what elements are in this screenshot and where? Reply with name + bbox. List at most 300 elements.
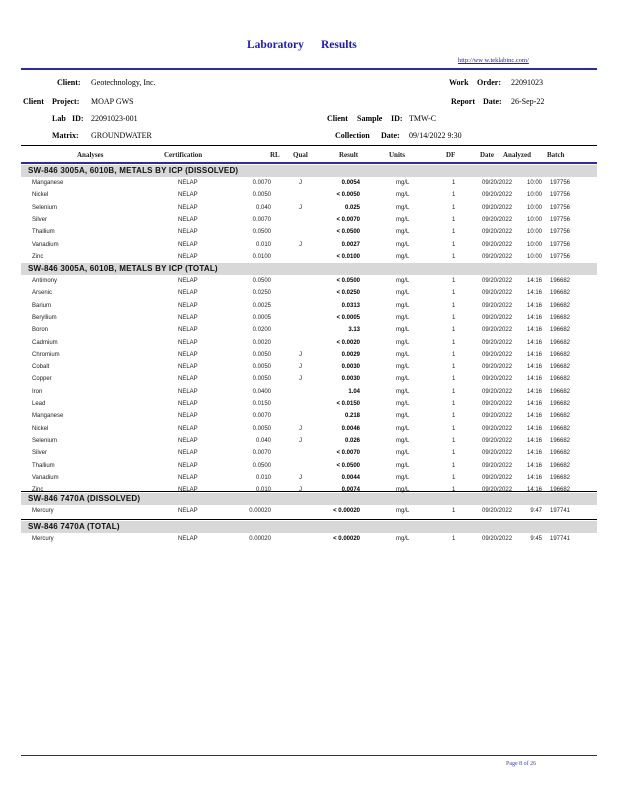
cell-batch: 196682 <box>550 278 571 284</box>
cell-analyte: Vanadium <box>32 241 59 248</box>
cell-units: mg/L <box>396 192 410 199</box>
cell-df: 1 <box>452 425 456 432</box>
cell-units: mg/L <box>396 364 410 371</box>
cell-result: < 0.0250 <box>336 290 360 297</box>
cell-analyte: Manganese <box>32 180 64 186</box>
cell-df: 1 <box>452 180 456 186</box>
cell-batch: 197756 <box>550 204 571 211</box>
cell-analyte: Nickel <box>32 192 49 199</box>
cell-batch: 197741 <box>550 536 571 542</box>
cell-time: 14:16 <box>526 376 542 383</box>
table-row <box>21 436 597 448</box>
cell-result: < 0.0070 <box>336 450 360 457</box>
report-label: Report <box>451 97 475 106</box>
cell-time: 10:00 <box>526 204 542 211</box>
cell-result: < 0.0500 <box>336 229 360 236</box>
sample-id-value: TMW-C <box>409 114 437 123</box>
cell-rl: 0.0500 <box>252 229 271 236</box>
cell-batch: 196682 <box>550 302 571 309</box>
cell-time: 14:16 <box>526 437 542 444</box>
cell-analyte: Cobalt <box>32 364 50 371</box>
cell-cert: NELAP <box>178 327 198 334</box>
cell-batch: 197756 <box>550 253 571 260</box>
cell-date: 09/20/2022 <box>482 508 513 514</box>
cell-analyte: Zinc <box>32 253 44 260</box>
cell-date: 09/20/2022 <box>482 536 513 542</box>
collection-label: Collection <box>335 131 370 140</box>
report-title-laboratory: Laboratory <box>247 39 304 51</box>
cell-analyte: Iron <box>32 388 43 395</box>
cell-time: 14:16 <box>526 413 542 420</box>
cell-rl: 0.0005 <box>252 314 271 321</box>
cell-date: 09/20/2022 <box>482 180 513 186</box>
cell-date: 09/20/2022 <box>482 241 513 248</box>
cell-analyte: Arsenic <box>32 290 53 297</box>
cell-batch: 196682 <box>550 437 571 444</box>
cell-time: 14:16 <box>526 474 542 481</box>
cell-time: 10:00 <box>526 192 542 199</box>
project-value: MOAP GWS <box>91 97 134 106</box>
cell-units: mg/L <box>396 302 410 309</box>
cell-qual: J <box>299 351 302 358</box>
work-order-value: 22091023 <box>511 78 543 87</box>
section-divider <box>21 519 597 520</box>
cell-result: 0.0054 <box>341 180 360 186</box>
cell-units: mg/L <box>396 253 410 260</box>
cell-analyte: Beryllium <box>32 314 57 321</box>
project-label: Project: <box>52 97 80 106</box>
cell-units: mg/L <box>396 474 410 481</box>
section-header <box>21 521 597 533</box>
section-title: SW-846 7470A (TOTAL) <box>28 522 120 531</box>
cell-cert: NELAP <box>178 413 198 420</box>
cell-df: 1 <box>452 462 456 469</box>
cell-batch: 196682 <box>550 351 571 358</box>
cell-result: < 0.0020 <box>336 339 360 346</box>
cell-units: mg/L <box>396 437 410 444</box>
cell-analyte: Thallium <box>32 462 55 469</box>
section-title: SW-846 3005A, 6010B, METALS BY ICP (DISSOLVED) <box>28 166 239 175</box>
cell-rl: 0.00020 <box>249 536 271 542</box>
cell-rl: 0.0025 <box>252 302 271 309</box>
cell-rl: 0.0050 <box>252 364 271 371</box>
cell-date: 09/20/2022 <box>482 437 513 444</box>
cell-units: mg/L <box>396 388 410 395</box>
cell-date: 09/20/2022 <box>482 462 513 469</box>
cell-rl: 0.0050 <box>252 425 271 432</box>
cell-rl: 0.0500 <box>252 462 271 469</box>
client-value: Geotechnology, Inc. <box>91 78 156 87</box>
cell-batch: 196682 <box>550 388 571 395</box>
client-label: Client: <box>57 78 81 87</box>
cell-date: 09/20/2022 <box>482 351 513 358</box>
col-units: Units <box>389 151 405 159</box>
cell-df: 1 <box>452 351 456 358</box>
cell-df: 1 <box>452 192 456 199</box>
cell-cert: NELAP <box>178 302 198 309</box>
cell-qual: J <box>299 241 302 248</box>
table-row <box>21 461 597 473</box>
table-row <box>21 178 597 190</box>
cell-time: 14:16 <box>526 351 542 358</box>
cell-rl: 0.0050 <box>252 192 271 199</box>
cell-cert: NELAP <box>178 401 198 407</box>
cell-units: mg/L <box>396 204 410 211</box>
cell-rl: 0.040 <box>255 204 271 211</box>
collection-date-label: Date: <box>381 131 400 140</box>
collection-date-value: 09/14/2022 9:30 <box>409 131 462 140</box>
cell-date: 09/20/2022 <box>482 229 513 236</box>
cell-result: 3.13 <box>348 327 360 334</box>
cell-batch: 196682 <box>550 327 571 334</box>
cell-time: 14:16 <box>526 278 542 284</box>
page-number: Page 8 of 26 <box>506 761 537 767</box>
cell-result: 0.0030 <box>341 376 360 383</box>
table-row <box>21 362 597 374</box>
cell-units: mg/L <box>396 241 410 248</box>
cell-df: 1 <box>452 508 456 514</box>
footer-rule <box>21 755 597 756</box>
cell-analyte: Selenium <box>32 204 58 211</box>
column-header-rule <box>21 162 597 164</box>
cell-qual: J <box>299 364 302 371</box>
cell-cert: NELAP <box>178 339 198 346</box>
cell-date: 09/20/2022 <box>482 474 513 481</box>
cell-batch: 197756 <box>550 192 571 199</box>
table-row <box>21 190 597 202</box>
cell-analyte: Copper <box>32 376 52 383</box>
table-row <box>21 203 597 215</box>
cell-cert: NELAP <box>178 216 198 223</box>
cell-result: < 0.0500 <box>336 278 360 284</box>
cell-df: 1 <box>452 401 456 407</box>
section-title: SW-846 3005A, 6010B, METALS BY ICP (TOTAL) <box>28 264 218 273</box>
cell-date: 09/20/2022 <box>482 327 513 334</box>
cell-date: 09/20/2022 <box>482 253 513 260</box>
cell-cert: NELAP <box>178 437 198 444</box>
report-date-value: 26-Sep-22 <box>511 97 545 106</box>
table-row <box>21 215 597 227</box>
cell-analyte: Mercury <box>32 508 54 514</box>
cell-time: 14:16 <box>526 302 542 309</box>
cell-batch: 197756 <box>550 216 571 223</box>
cell-units: mg/L <box>396 536 410 542</box>
section-divider <box>21 491 597 492</box>
cell-units: mg/L <box>396 376 410 383</box>
cell-result: 0.0044 <box>341 474 360 481</box>
order-label: Order: <box>477 78 501 87</box>
cell-result: 0.026 <box>344 437 360 444</box>
section-header <box>21 165 597 177</box>
cell-df: 1 <box>452 388 456 395</box>
cell-batch: 196682 <box>550 314 571 321</box>
cell-units: mg/L <box>396 314 410 321</box>
lab-id-label: ID: <box>72 114 84 123</box>
header-top-rule <box>21 68 597 70</box>
cell-analyte: Selenium <box>32 437 58 444</box>
cell-rl: 0.0050 <box>252 351 271 358</box>
table-row <box>21 473 597 485</box>
cell-df: 1 <box>452 302 456 309</box>
cell-rl: 0.0100 <box>252 253 271 260</box>
cell-df: 1 <box>452 327 456 334</box>
cell-rl: 0.0500 <box>252 278 271 284</box>
cell-batch: 197756 <box>550 180 571 186</box>
cell-df: 1 <box>452 314 456 321</box>
cell-analyte: Barium <box>32 302 52 309</box>
cell-time: 14:16 <box>526 364 542 371</box>
cell-cert: NELAP <box>178 192 198 199</box>
cell-result: 0.218 <box>344 413 360 420</box>
client-sample-label: Client <box>327 114 348 123</box>
cell-rl: 0.00020 <box>249 508 271 514</box>
table-row <box>21 325 597 337</box>
cell-analyte: Thallium <box>32 229 55 236</box>
cell-time: 9:45 <box>530 536 542 542</box>
cell-df: 1 <box>452 413 456 420</box>
cell-result: < 0.0150 <box>336 401 360 407</box>
cell-df: 1 <box>452 253 456 260</box>
cell-time: 10:00 <box>526 216 542 223</box>
cell-cert: NELAP <box>178 376 198 383</box>
cell-batch: 196682 <box>550 364 571 371</box>
cell-cert: NELAP <box>178 278 198 284</box>
cell-units: mg/L <box>396 339 410 346</box>
cell-result: 0.0027 <box>341 241 360 248</box>
cell-cert: NELAP <box>178 204 198 211</box>
matrix-label: Matrix: <box>52 131 79 140</box>
cell-result: 0.0030 <box>341 364 360 371</box>
client-side-label: Client <box>23 97 44 106</box>
cell-date: 09/20/2022 <box>482 216 513 223</box>
table-row <box>21 313 597 325</box>
cell-date: 09/20/2022 <box>482 364 513 371</box>
table-row <box>21 338 597 350</box>
cell-qual: J <box>299 376 302 383</box>
cell-result: 1.04 <box>348 388 360 395</box>
cell-result: 0.0029 <box>341 351 360 358</box>
table-row <box>21 374 597 386</box>
col-df: DF <box>446 151 456 159</box>
cell-result: < 0.0070 <box>336 216 360 223</box>
cell-time: 14:16 <box>526 327 542 334</box>
cell-rl: 0.0150 <box>252 401 271 407</box>
cell-time: 10:00 <box>526 229 542 236</box>
cell-batch: 196682 <box>550 339 571 346</box>
cell-df: 1 <box>452 536 456 542</box>
cell-analyte: Silver <box>32 216 48 223</box>
cell-units: mg/L <box>396 462 410 469</box>
cell-date: 09/20/2022 <box>482 425 513 432</box>
sample-id-label: ID: <box>391 114 403 123</box>
cell-batch: 197756 <box>550 241 571 248</box>
cell-analyte: Chromium <box>32 351 60 358</box>
cell-analyte: Cadmium <box>32 339 58 346</box>
cell-rl: 0.0070 <box>252 413 271 420</box>
cell-rl: 0.010 <box>255 474 271 481</box>
table-row <box>21 227 597 239</box>
table-row <box>21 411 597 423</box>
cell-analyte: Boron <box>32 327 49 334</box>
cell-cert: NELAP <box>178 241 198 248</box>
cell-result: 0.025 <box>344 204 360 211</box>
cell-result: < 0.00020 <box>333 536 360 542</box>
cell-df: 1 <box>452 229 456 236</box>
cell-result: < 0.0500 <box>336 462 360 469</box>
col-rl: RL <box>270 151 280 159</box>
cell-cert: NELAP <box>178 425 198 432</box>
table-row <box>21 301 597 313</box>
cell-cert: NELAP <box>178 364 198 371</box>
cell-rl: 0.0400 <box>252 388 271 395</box>
table-row <box>21 506 597 518</box>
cell-rl: 0.0020 <box>252 339 271 346</box>
cell-time: 14:16 <box>526 401 542 407</box>
cell-rl: 0.0050 <box>252 376 271 383</box>
cell-units: mg/L <box>396 216 410 223</box>
sample-label: Sample <box>357 114 383 123</box>
lab-website-link[interactable]: http://ww w.teklabinc.com/ <box>458 57 529 64</box>
cell-date: 09/20/2022 <box>482 204 513 211</box>
cell-time: 14:16 <box>526 339 542 346</box>
cell-units: mg/L <box>396 229 410 236</box>
cell-cert: NELAP <box>178 229 198 236</box>
cell-units: mg/L <box>396 401 410 407</box>
lab-label: Lab <box>52 114 66 123</box>
cell-date: 09/20/2022 <box>482 290 513 297</box>
cell-batch: 196682 <box>550 376 571 383</box>
cell-df: 1 <box>452 204 456 211</box>
cell-time: 14:16 <box>526 290 542 297</box>
cell-time: 10:00 <box>526 253 542 260</box>
lab-id-value: 22091023-001 <box>91 114 138 123</box>
cell-analyte: Antimony <box>32 278 58 284</box>
cell-batch: 196682 <box>550 413 571 420</box>
cell-date: 09/20/2022 <box>482 302 513 309</box>
cell-analyte: Manganese <box>32 413 64 420</box>
cell-qual: J <box>299 474 302 481</box>
cell-analyte: Vanadium <box>32 474 59 481</box>
table-row <box>21 399 597 411</box>
cell-cert: NELAP <box>178 314 198 321</box>
cell-units: mg/L <box>396 508 410 514</box>
cell-df: 1 <box>452 474 456 481</box>
table-row <box>21 350 597 362</box>
cell-df: 1 <box>452 278 456 284</box>
cell-cert: NELAP <box>178 388 198 395</box>
cell-df: 1 <box>452 437 456 444</box>
cell-date: 09/20/2022 <box>482 192 513 199</box>
cell-result: < 0.0005 <box>336 314 360 321</box>
cell-df: 1 <box>452 290 456 297</box>
cell-batch: 196682 <box>550 425 571 432</box>
cell-rl: 0.0200 <box>252 327 271 334</box>
section-header <box>21 263 597 275</box>
table-row <box>21 448 597 460</box>
cell-units: mg/L <box>396 180 410 186</box>
col-analyzed: Analyzed <box>503 151 531 159</box>
cell-df: 1 <box>452 364 456 371</box>
cell-time: 10:00 <box>526 180 542 186</box>
cell-df: 1 <box>452 450 456 457</box>
table-row <box>21 240 597 252</box>
cell-qual: J <box>299 425 302 432</box>
cell-analyte: Mercury <box>32 536 54 542</box>
col-date: Date <box>480 151 494 159</box>
cell-rl: 0.040 <box>255 437 271 444</box>
cell-df: 1 <box>452 241 456 248</box>
cell-cert: NELAP <box>178 474 198 481</box>
matrix-value: GROUNDWATER <box>91 131 152 140</box>
cell-batch: 196682 <box>550 290 571 297</box>
cell-date: 09/20/2022 <box>482 450 513 457</box>
cell-units: mg/L <box>396 327 410 334</box>
cell-qual: J <box>299 204 302 211</box>
cell-units: mg/L <box>396 413 410 420</box>
cell-analyte: Silver <box>32 450 48 457</box>
col-result: Result <box>339 151 359 159</box>
cell-time: 14:16 <box>526 425 542 432</box>
cell-df: 1 <box>452 376 456 383</box>
col-analyses: Analyses <box>77 151 104 159</box>
cell-date: 09/20/2022 <box>482 401 513 407</box>
cell-result: < 0.0100 <box>336 253 360 260</box>
cell-df: 1 <box>452 339 456 346</box>
header-bottom-rule <box>21 145 597 146</box>
cell-result: < 0.0050 <box>336 192 360 199</box>
cell-cert: NELAP <box>178 536 198 542</box>
cell-result: 0.0313 <box>341 302 360 309</box>
cell-time: 10:00 <box>526 241 542 248</box>
cell-time: 14:16 <box>526 450 542 457</box>
col-qual: Qual <box>293 151 308 159</box>
cell-cert: NELAP <box>178 290 198 297</box>
cell-date: 09/20/2022 <box>482 413 513 420</box>
cell-date: 09/20/2022 <box>482 339 513 346</box>
cell-cert: NELAP <box>178 351 198 358</box>
cell-cert: NELAP <box>178 253 198 260</box>
table-row <box>21 288 597 300</box>
cell-date: 09/20/2022 <box>482 314 513 321</box>
cell-df: 1 <box>452 216 456 223</box>
section-header <box>21 493 597 505</box>
cell-cert: NELAP <box>178 450 198 457</box>
table-row <box>21 534 597 546</box>
cell-rl: 0.0070 <box>252 450 271 457</box>
cell-units: mg/L <box>396 425 410 432</box>
cell-time: 14:16 <box>526 388 542 395</box>
table-row <box>21 276 597 288</box>
cell-rl: 0.0070 <box>252 180 271 186</box>
table-row <box>21 252 597 264</box>
cell-qual: J <box>299 437 302 444</box>
cell-qual: J <box>299 180 302 186</box>
cell-cert: NELAP <box>178 180 198 186</box>
col-certification: Certification <box>164 151 203 159</box>
cell-result: 0.0046 <box>341 425 360 432</box>
cell-batch: 196682 <box>550 401 571 407</box>
col-batch: Batch <box>547 151 565 159</box>
cell-units: mg/L <box>396 278 410 284</box>
table-row <box>21 424 597 436</box>
cell-date: 09/20/2022 <box>482 388 513 395</box>
section-title: SW-846 7470A (DISSOLVED) <box>28 494 141 503</box>
cell-time: 14:16 <box>526 462 542 469</box>
cell-batch: 196682 <box>550 450 571 457</box>
cell-analyte: Nickel <box>32 425 49 432</box>
cell-time: 9:47 <box>530 508 542 514</box>
cell-cert: NELAP <box>178 462 198 469</box>
